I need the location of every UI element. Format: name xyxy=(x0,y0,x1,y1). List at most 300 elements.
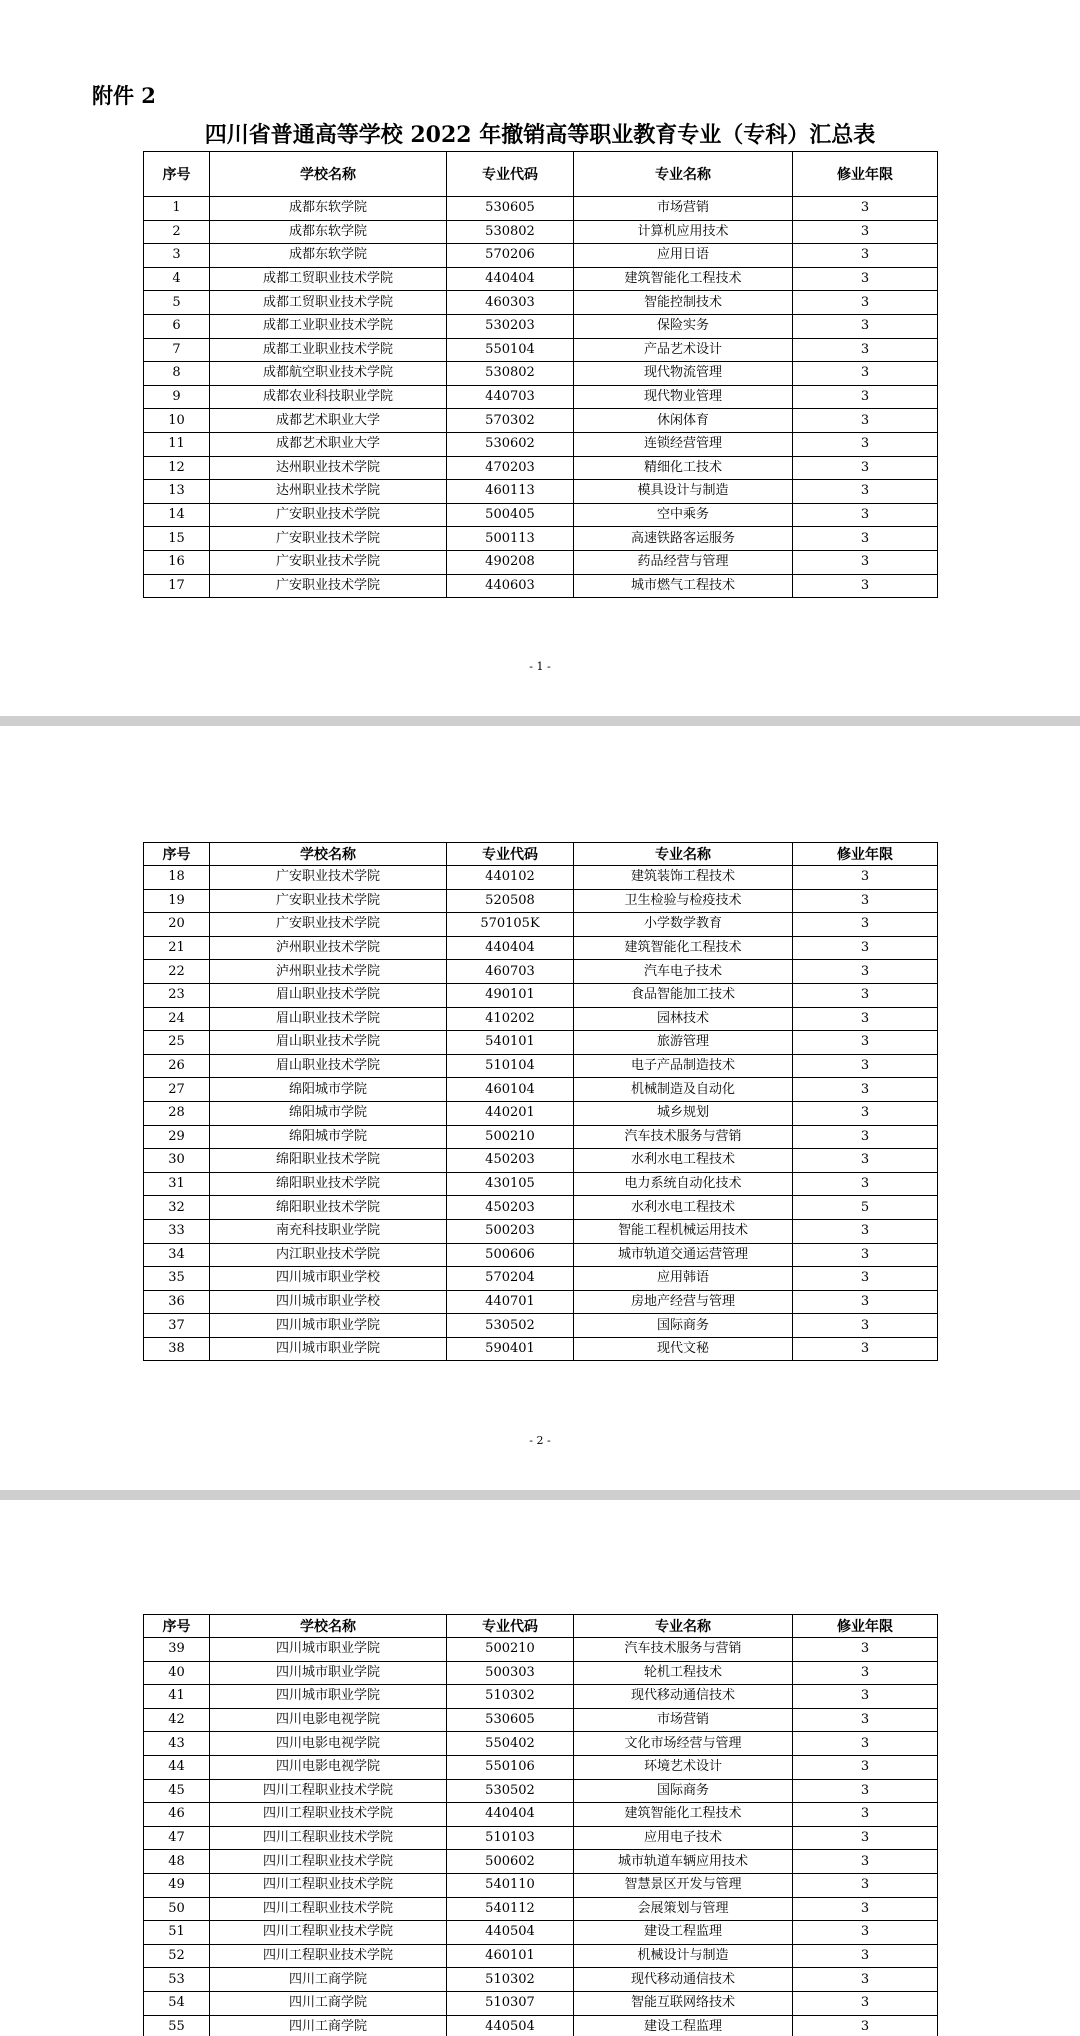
col-major-name-cell: 建筑智能化工程技术 xyxy=(574,936,793,960)
col-index-cell: 42 xyxy=(144,1708,210,1732)
col-study-years-cell: 3 xyxy=(793,1850,938,1874)
col-school-name-cell: 成都东软学院 xyxy=(210,220,447,244)
summary-table-page-3 xyxy=(143,1614,938,2036)
document-title: 四川省普通高等学校 2022 年撤销高等职业教育专业（专科）汇总表 xyxy=(204,122,876,148)
col-school-name-cell: 成都东软学院 xyxy=(210,244,447,268)
col-index-cell: 48 xyxy=(144,1850,210,1874)
col-major-code-cell: 510302 xyxy=(447,1685,574,1709)
col-major-name-cell: 汽车技术服务与营销 xyxy=(574,1125,793,1149)
col-major-name-header: 专业名称 xyxy=(574,843,793,866)
col-study-years-cell: 3 xyxy=(793,1054,938,1078)
col-school-name-cell: 成都工贸职业技术学院 xyxy=(210,291,447,315)
col-study-years-cell: 3 xyxy=(793,1732,938,1756)
col-school-name-cell: 成都农业科技职业学院 xyxy=(210,385,447,409)
col-study-years-cell: 3 xyxy=(793,574,938,598)
col-index-header: 序号 xyxy=(144,152,210,197)
col-major-name-cell: 建筑智能化工程技术 xyxy=(574,1803,793,1827)
col-index-header: 序号 xyxy=(144,1615,210,1638)
col-study-years-cell: 3 xyxy=(793,960,938,984)
table-row xyxy=(144,338,938,362)
col-major-name-cell: 智能互联网络技术 xyxy=(574,1991,793,2015)
col-study-years-cell: 3 xyxy=(793,409,938,433)
col-major-name-cell: 智能控制技术 xyxy=(574,291,793,315)
col-school-name-cell: 广安职业技术学院 xyxy=(210,889,447,913)
col-major-name-cell: 房地产经营与管理 xyxy=(574,1290,793,1314)
col-study-years-cell: 3 xyxy=(793,1101,938,1125)
col-major-code-cell: 490101 xyxy=(447,983,574,1007)
table-row xyxy=(144,1149,938,1173)
col-study-years-cell: 3 xyxy=(793,1803,938,1827)
col-study-years-cell: 3 xyxy=(793,1078,938,1102)
col-study-years-cell: 3 xyxy=(793,314,938,338)
col-study-years-cell: 3 xyxy=(793,338,938,362)
col-school-name-cell: 广安职业技术学院 xyxy=(210,550,447,574)
table-row xyxy=(144,1172,938,1196)
col-study-years-header: 修业年限 xyxy=(793,1615,938,1638)
col-index-cell: 39 xyxy=(144,1638,210,1662)
col-school-name-cell: 四川工程职业技术学院 xyxy=(210,1897,447,1921)
col-major-code-cell: 510307 xyxy=(447,1991,574,2015)
col-index-cell: 31 xyxy=(144,1172,210,1196)
col-index-cell: 7 xyxy=(144,338,210,362)
col-index-cell: 5 xyxy=(144,291,210,315)
col-index-cell: 51 xyxy=(144,1921,210,1945)
col-major-name-cell: 国际商务 xyxy=(574,1314,793,1338)
col-study-years-cell: 3 xyxy=(793,503,938,527)
col-index-cell: 3 xyxy=(144,244,210,268)
col-major-code-cell: 530602 xyxy=(447,432,574,456)
col-major-code-cell: 500113 xyxy=(447,527,574,551)
col-study-years-cell: 3 xyxy=(793,1897,938,1921)
summary-table-page-2 xyxy=(143,842,938,1361)
col-major-name-cell: 计算机应用技术 xyxy=(574,220,793,244)
col-school-name-cell: 广安职业技术学院 xyxy=(210,503,447,527)
col-major-code-cell: 540112 xyxy=(447,1897,574,1921)
col-school-name-cell: 成都艺术职业大学 xyxy=(210,432,447,456)
col-school-name-cell: 成都工业职业技术学院 xyxy=(210,314,447,338)
table-row xyxy=(144,1078,938,1102)
col-major-code-cell: 550402 xyxy=(447,1732,574,1756)
col-school-name-cell: 成都东软学院 xyxy=(210,197,447,221)
col-major-code-cell: 570206 xyxy=(447,244,574,268)
col-school-name-cell: 四川电影电视学院 xyxy=(210,1732,447,1756)
col-school-name-cell: 绵阳职业技术学院 xyxy=(210,1196,447,1220)
col-major-name-header: 专业名称 xyxy=(574,1615,793,1638)
col-major-name-cell: 应用电子技术 xyxy=(574,1826,793,1850)
col-school-name-cell: 成都艺术职业大学 xyxy=(210,409,447,433)
col-major-name-cell: 食品智能加工技术 xyxy=(574,983,793,1007)
col-major-name-cell: 轮机工程技术 xyxy=(574,1661,793,1685)
col-major-code-cell: 490208 xyxy=(447,550,574,574)
col-study-years-cell: 3 xyxy=(793,1873,938,1897)
table-row xyxy=(144,503,938,527)
table-row xyxy=(144,1803,938,1827)
col-major-name-cell: 模具设计与制造 xyxy=(574,480,793,504)
col-study-years-cell: 3 xyxy=(793,1685,938,1709)
col-index-cell: 24 xyxy=(144,1007,210,1031)
table-row xyxy=(144,385,938,409)
table-row xyxy=(144,866,938,890)
col-study-years-cell: 3 xyxy=(793,1337,938,1361)
col-index-cell: 15 xyxy=(144,527,210,551)
col-school-name-cell: 眉山职业技术学院 xyxy=(210,1054,447,1078)
col-major-code-cell: 440404 xyxy=(447,936,574,960)
table-row xyxy=(144,1007,938,1031)
col-study-years-cell: 3 xyxy=(793,291,938,315)
col-school-name-header: 学校名称 xyxy=(210,152,447,197)
col-major-code-cell: 500210 xyxy=(447,1125,574,1149)
col-index-cell: 23 xyxy=(144,983,210,1007)
col-major-code-header: 专业代码 xyxy=(447,152,574,197)
col-major-code-cell: 440102 xyxy=(447,866,574,890)
col-study-years-cell: 3 xyxy=(793,1708,938,1732)
col-school-name-cell: 四川城市职业学院 xyxy=(210,1638,447,1662)
col-study-years-cell: 3 xyxy=(793,1968,938,1992)
col-school-name-cell: 眉山职业技术学院 xyxy=(210,1007,447,1031)
col-major-code-cell: 440404 xyxy=(447,267,574,291)
table-row xyxy=(144,1638,938,1662)
col-school-name-cell: 南充科技职业学院 xyxy=(210,1219,447,1243)
col-major-name-cell: 小学数学教育 xyxy=(574,913,793,937)
col-major-code-cell: 440504 xyxy=(447,1921,574,1945)
table-row xyxy=(144,1944,938,1968)
table-row xyxy=(144,362,938,386)
col-study-years-cell: 3 xyxy=(793,1921,938,1945)
col-index-cell: 38 xyxy=(144,1337,210,1361)
table-row xyxy=(144,889,938,913)
col-index-cell: 2 xyxy=(144,220,210,244)
col-index-cell: 33 xyxy=(144,1219,210,1243)
col-school-name-cell: 四川工程职业技术学院 xyxy=(210,1803,447,1827)
col-major-code-cell: 500210 xyxy=(447,1638,574,1662)
table-row xyxy=(144,1267,938,1291)
col-major-code-header: 专业代码 xyxy=(447,1615,574,1638)
col-school-name-cell: 四川工商学院 xyxy=(210,2015,447,2036)
col-major-name-cell: 水利水电工程技术 xyxy=(574,1196,793,1220)
col-major-name-cell: 应用日语 xyxy=(574,244,793,268)
page-number: - 1 - xyxy=(529,660,551,673)
col-major-name-cell: 现代物流管理 xyxy=(574,362,793,386)
col-study-years-cell: 3 xyxy=(793,1779,938,1803)
col-school-name-cell: 绵阳城市学院 xyxy=(210,1125,447,1149)
col-study-years-cell: 3 xyxy=(793,1125,938,1149)
col-school-name-cell: 四川城市职业学院 xyxy=(210,1314,447,1338)
col-study-years-cell: 3 xyxy=(793,1944,938,1968)
col-major-name-cell: 休闲体育 xyxy=(574,409,793,433)
col-school-name-header: 学校名称 xyxy=(210,1615,447,1638)
document-page-1 xyxy=(0,0,1080,716)
col-index-cell: 53 xyxy=(144,1968,210,1992)
col-major-code-cell: 440504 xyxy=(447,2015,574,2036)
col-major-name-cell: 保险实务 xyxy=(574,314,793,338)
table-row xyxy=(144,550,938,574)
col-major-name-cell: 国际商务 xyxy=(574,1779,793,1803)
col-study-years-cell: 3 xyxy=(793,220,938,244)
table-row xyxy=(144,527,938,551)
col-study-years-cell: 3 xyxy=(793,1290,938,1314)
col-school-name-cell: 四川工程职业技术学院 xyxy=(210,1921,447,1945)
table-row xyxy=(144,1850,938,1874)
col-school-name-cell: 四川城市职业学院 xyxy=(210,1337,447,1361)
col-major-name-cell: 环境艺术设计 xyxy=(574,1755,793,1779)
col-major-name-cell: 药品经营与管理 xyxy=(574,550,793,574)
table-row xyxy=(144,1873,938,1897)
col-index-cell: 30 xyxy=(144,1149,210,1173)
col-major-code-cell: 440701 xyxy=(447,1290,574,1314)
col-school-name-cell: 四川工程职业技术学院 xyxy=(210,1944,447,1968)
col-school-name-cell: 内江职业技术学院 xyxy=(210,1243,447,1267)
col-major-name-cell: 精细化工技术 xyxy=(574,456,793,480)
col-index-cell: 1 xyxy=(144,197,210,221)
col-index-header: 序号 xyxy=(144,843,210,866)
col-study-years-cell: 3 xyxy=(793,385,938,409)
col-study-years-cell: 3 xyxy=(793,550,938,574)
table-row xyxy=(144,1921,938,1945)
table-row xyxy=(144,267,938,291)
col-index-cell: 52 xyxy=(144,1944,210,1968)
col-major-code-cell: 460104 xyxy=(447,1078,574,1102)
col-school-name-cell: 眉山职业技术学院 xyxy=(210,1031,447,1055)
summary-table-page-1 xyxy=(143,151,938,598)
col-index-cell: 19 xyxy=(144,889,210,913)
table-row xyxy=(144,1243,938,1267)
col-major-code-cell: 440201 xyxy=(447,1101,574,1125)
col-school-name-cell: 四川城市职业学院 xyxy=(210,1685,447,1709)
table-row xyxy=(144,1708,938,1732)
col-major-name-cell: 机械制造及自动化 xyxy=(574,1078,793,1102)
col-index-cell: 32 xyxy=(144,1196,210,1220)
col-study-years-cell: 3 xyxy=(793,1149,938,1173)
col-study-years-cell: 3 xyxy=(793,1031,938,1055)
col-major-code-cell: 450203 xyxy=(447,1149,574,1173)
col-major-name-cell: 城市轨道车辆应用技术 xyxy=(574,1850,793,1874)
table-row xyxy=(144,456,938,480)
col-major-name-cell: 卫生检验与检疫技术 xyxy=(574,889,793,913)
table-row xyxy=(144,432,938,456)
col-study-years-cell: 3 xyxy=(793,889,938,913)
col-index-cell: 55 xyxy=(144,2015,210,2036)
table-header-row xyxy=(144,152,938,197)
col-school-name-cell: 成都工业职业技术学院 xyxy=(210,338,447,362)
col-study-years-cell: 3 xyxy=(793,1638,938,1662)
table-row xyxy=(144,913,938,937)
col-index-cell: 22 xyxy=(144,960,210,984)
col-major-code-cell: 460113 xyxy=(447,480,574,504)
col-major-code-cell: 500602 xyxy=(447,1850,574,1874)
col-major-code-cell: 530802 xyxy=(447,362,574,386)
col-major-name-cell: 智慧景区开发与管理 xyxy=(574,1873,793,1897)
col-index-cell: 8 xyxy=(144,362,210,386)
page-number: - 2 - xyxy=(529,1434,551,1447)
col-major-code-cell: 570204 xyxy=(447,1267,574,1291)
col-major-name-cell: 高速铁路客运服务 xyxy=(574,527,793,551)
col-index-cell: 41 xyxy=(144,1685,210,1709)
table-row xyxy=(144,197,938,221)
col-index-cell: 44 xyxy=(144,1755,210,1779)
col-study-years-cell: 3 xyxy=(793,1172,938,1196)
col-school-name-cell: 四川工程职业技术学院 xyxy=(210,1826,447,1850)
col-school-name-cell: 广安职业技术学院 xyxy=(210,913,447,937)
col-major-code-cell: 500303 xyxy=(447,1661,574,1685)
col-index-cell: 43 xyxy=(144,1732,210,1756)
col-study-years-cell: 5 xyxy=(793,1196,938,1220)
col-major-code-cell: 410202 xyxy=(447,1007,574,1031)
col-major-name-cell: 建筑智能化工程技术 xyxy=(574,267,793,291)
col-major-code-cell: 440404 xyxy=(447,1803,574,1827)
col-major-name-cell: 水利水电工程技术 xyxy=(574,1149,793,1173)
col-school-name-cell: 广安职业技术学院 xyxy=(210,574,447,598)
col-study-years-cell: 3 xyxy=(793,913,938,937)
col-major-name-cell: 园林技术 xyxy=(574,1007,793,1031)
col-major-name-cell: 现代移动通信技术 xyxy=(574,1685,793,1709)
table-header-row xyxy=(144,1615,938,1638)
col-index-cell: 16 xyxy=(144,550,210,574)
table-row xyxy=(144,983,938,1007)
col-major-name-cell: 会展策划与管理 xyxy=(574,1897,793,1921)
table-row xyxy=(144,480,938,504)
col-school-name-cell: 达州职业技术学院 xyxy=(210,480,447,504)
col-major-name-cell: 现代物业管理 xyxy=(574,385,793,409)
col-index-cell: 37 xyxy=(144,1314,210,1338)
table-row xyxy=(144,1991,938,2015)
col-major-code-cell: 440703 xyxy=(447,385,574,409)
col-school-name-cell: 四川工程职业技术学院 xyxy=(210,1873,447,1897)
col-major-name-cell: 应用韩语 xyxy=(574,1267,793,1291)
col-major-code-cell: 500606 xyxy=(447,1243,574,1267)
table-row xyxy=(144,1661,938,1685)
col-index-cell: 49 xyxy=(144,1873,210,1897)
col-study-years-cell: 3 xyxy=(793,1314,938,1338)
col-school-name-cell: 广安职业技术学院 xyxy=(210,866,447,890)
col-major-code-cell: 530605 xyxy=(447,1708,574,1732)
col-major-name-cell: 空中乘务 xyxy=(574,503,793,527)
col-major-code-cell: 570105K xyxy=(447,913,574,937)
col-index-cell: 45 xyxy=(144,1779,210,1803)
col-school-name-cell: 四川工商学院 xyxy=(210,1991,447,2015)
col-school-name-cell: 四川城市职业学校 xyxy=(210,1267,447,1291)
col-major-code-cell: 500405 xyxy=(447,503,574,527)
col-school-name-cell: 眉山职业技术学院 xyxy=(210,983,447,1007)
col-index-cell: 25 xyxy=(144,1031,210,1055)
col-major-code-cell: 430105 xyxy=(447,1172,574,1196)
table-row xyxy=(144,1732,938,1756)
col-major-code-cell: 460703 xyxy=(447,960,574,984)
col-major-name-cell: 城市轨道交通运营管理 xyxy=(574,1243,793,1267)
table-row xyxy=(144,1196,938,1220)
col-major-code-cell: 550106 xyxy=(447,1755,574,1779)
col-school-name-cell: 四川工商学院 xyxy=(210,1968,447,1992)
col-study-years-cell: 3 xyxy=(793,244,938,268)
col-index-cell: 10 xyxy=(144,409,210,433)
col-index-cell: 6 xyxy=(144,314,210,338)
col-major-code-header: 专业代码 xyxy=(447,843,574,866)
table-row xyxy=(144,1897,938,1921)
col-major-name-cell: 机械设计与制造 xyxy=(574,1944,793,1968)
col-major-code-cell: 530502 xyxy=(447,1779,574,1803)
col-major-code-cell: 590401 xyxy=(447,1337,574,1361)
col-index-cell: 34 xyxy=(144,1243,210,1267)
col-index-cell: 14 xyxy=(144,503,210,527)
col-school-name-cell: 绵阳职业技术学院 xyxy=(210,1172,447,1196)
col-study-years-cell: 3 xyxy=(793,456,938,480)
col-index-cell: 21 xyxy=(144,936,210,960)
col-major-code-cell: 550104 xyxy=(447,338,574,362)
col-index-cell: 17 xyxy=(144,574,210,598)
col-study-years-cell: 3 xyxy=(793,983,938,1007)
document-page-3 xyxy=(0,1500,1080,2036)
col-study-years-cell: 3 xyxy=(793,527,938,551)
col-major-name-cell: 汽车技术服务与营销 xyxy=(574,1638,793,1662)
table-row xyxy=(144,936,938,960)
col-school-name-cell: 绵阳城市学院 xyxy=(210,1101,447,1125)
table-row xyxy=(144,314,938,338)
table-row xyxy=(144,220,938,244)
col-study-years-cell: 3 xyxy=(793,2015,938,2036)
col-major-name-cell: 现代移动通信技术 xyxy=(574,1968,793,1992)
col-school-name-cell: 成都航空职业技术学院 xyxy=(210,362,447,386)
col-major-code-cell: 520508 xyxy=(447,889,574,913)
col-school-name-cell: 绵阳城市学院 xyxy=(210,1078,447,1102)
col-index-cell: 12 xyxy=(144,456,210,480)
col-major-code-cell: 460303 xyxy=(447,291,574,315)
col-study-years-cell: 3 xyxy=(793,1991,938,2015)
col-school-name-cell: 广安职业技术学院 xyxy=(210,527,447,551)
col-index-cell: 35 xyxy=(144,1267,210,1291)
col-major-code-cell: 510103 xyxy=(447,1826,574,1850)
col-study-years-cell: 3 xyxy=(793,1219,938,1243)
col-index-cell: 46 xyxy=(144,1803,210,1827)
col-major-code-cell: 530802 xyxy=(447,220,574,244)
col-major-code-cell: 530203 xyxy=(447,314,574,338)
col-major-code-cell: 530605 xyxy=(447,197,574,221)
col-school-name-cell: 泸州职业技术学院 xyxy=(210,936,447,960)
col-index-cell: 18 xyxy=(144,866,210,890)
table-row xyxy=(144,1685,938,1709)
col-major-name-cell: 现代文秘 xyxy=(574,1337,793,1361)
col-study-years-cell: 3 xyxy=(793,432,938,456)
col-major-code-cell: 530502 xyxy=(447,1314,574,1338)
col-school-name-cell: 泸州职业技术学院 xyxy=(210,960,447,984)
col-school-name-cell: 四川城市职业学院 xyxy=(210,1661,447,1685)
document-page-2 xyxy=(0,726,1080,1490)
col-index-cell: 26 xyxy=(144,1054,210,1078)
col-school-name-header: 学校名称 xyxy=(210,843,447,866)
col-school-name-cell: 四川电影电视学院 xyxy=(210,1755,447,1779)
col-study-years-cell: 3 xyxy=(793,480,938,504)
col-major-name-cell: 建设工程监理 xyxy=(574,1921,793,1945)
table-row xyxy=(144,1290,938,1314)
col-school-name-cell: 成都工贸职业技术学院 xyxy=(210,267,447,291)
col-major-name-cell: 建设工程监理 xyxy=(574,2015,793,2036)
col-major-name-cell: 连锁经营管理 xyxy=(574,432,793,456)
col-major-name-cell: 市场营销 xyxy=(574,197,793,221)
col-study-years-cell: 3 xyxy=(793,1007,938,1031)
col-index-cell: 40 xyxy=(144,1661,210,1685)
col-major-code-cell: 570302 xyxy=(447,409,574,433)
col-major-code-cell: 450203 xyxy=(447,1196,574,1220)
col-major-code-cell: 540101 xyxy=(447,1031,574,1055)
col-school-name-cell: 绵阳职业技术学院 xyxy=(210,1149,447,1173)
col-major-code-cell: 460101 xyxy=(447,1944,574,1968)
table-row xyxy=(144,291,938,315)
table-row xyxy=(144,960,938,984)
table-row xyxy=(144,1755,938,1779)
col-major-code-cell: 540110 xyxy=(447,1873,574,1897)
col-major-name-cell: 汽车电子技术 xyxy=(574,960,793,984)
col-index-cell: 4 xyxy=(144,267,210,291)
col-major-name-cell: 建筑装饰工程技术 xyxy=(574,866,793,890)
col-index-cell: 50 xyxy=(144,1897,210,1921)
